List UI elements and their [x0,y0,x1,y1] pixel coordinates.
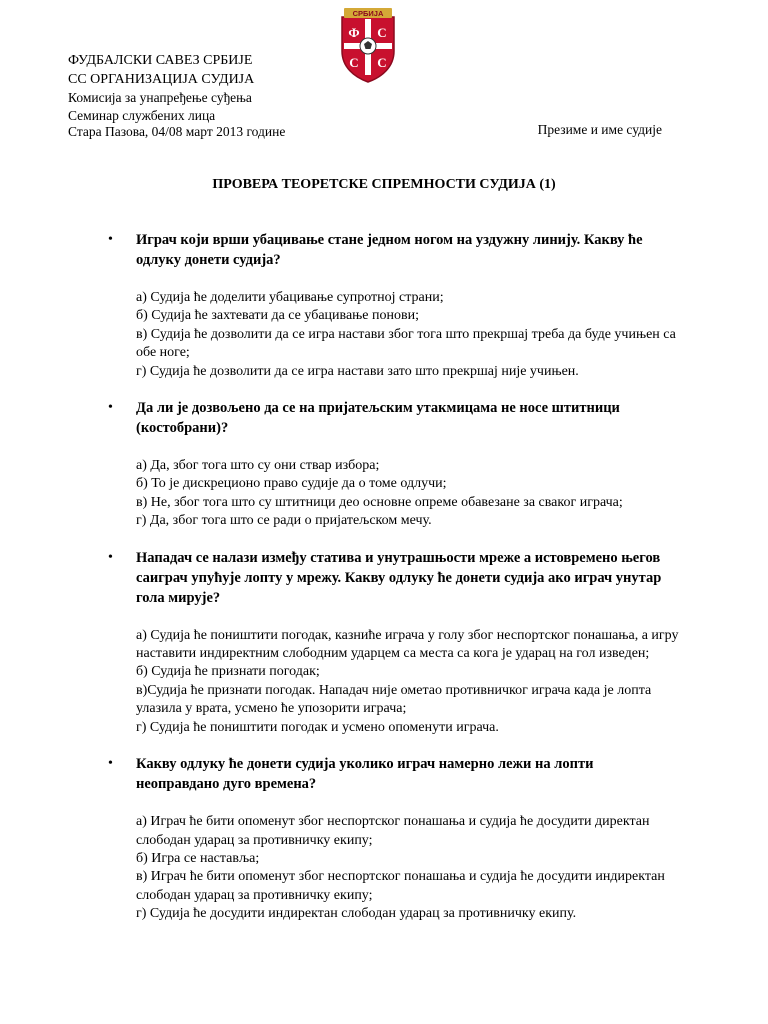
answer-option: в) Судија ће дозволити да се игра настави због тога што прекршај треба да буде учињен са обе ноге; [136,326,676,361]
answer-option: б) То је дискреционо право судије да о томе одлучи; [136,476,447,492]
crest-banner-text: СРБИЈА [352,9,384,18]
answer-option: а) Судија ће доделити убацивање супротној страни; [136,290,444,305]
federation-crest-logo [338,7,398,83]
answer-list [136,627,680,737]
referee-name-label: Презиме и име судије [537,122,662,137]
answer-option: в)Судија ће признати погодак. Нападач није ометао противничког играча када је лопта улазила у врата, усмено ће упозорити играча; [136,682,652,717]
answer-option: а) Играч ће бити опоменут због неспортског понашања и судија ће досудити директан слободан ударац за противничку екипу; [136,814,650,848]
answer-list [136,289,680,381]
answer-option: б) Судија ће признати погодак; [136,664,320,680]
answer-option: г) Судија ће досудити индиректан слободан ударац за противничку екипу. [136,906,577,922]
crest-letter-br: С [377,55,387,70]
bullet-icon: • [108,400,113,416]
answer-option: а) Судија ће поништити погодак, казниће играча у голу због неспортског понашања, а игру наставити индиректним слободним ударцем са места са кога је ударац на гол изведен; [136,627,679,662]
answer-option: г) Судија ће дозволити да се игра настави зато што прекршај није учињен. [136,363,579,379]
organization-name: СС ОРГАНИЗАЦИЈА СУДИЈА [68,72,255,87]
crest-letter-bl: С [349,55,359,70]
question-item [108,398,680,531]
question-text: Нападач се налази између статива и унутрашњости мреже а истовремено његов саиграч упућује лопту у мрежу. Какву одлуку ће донети судија ако играч унутар гола мирује? [136,549,662,606]
answer-option: а) Да, због тога што су они ствар избора; [136,458,380,474]
commission-name: Комисија за унапређење суђења [68,90,252,105]
crest-letter-tr: С [377,25,387,40]
answer-option: г) Судија ће поништити погодак и усмено опоменути играча. [136,719,499,735]
answer-option: б) Судија ће захтевати да се убацивање понови; [136,308,419,324]
answer-option: в) Не, због тога што су штитници део основне опреме обавезане за сваког играча; [136,494,623,510]
answer-list [136,457,680,531]
bullet-icon: • [108,756,113,772]
federation-name: ФУДБАЛСКИ САВЕЗ СРБИЈЕ [68,53,253,68]
question-item [108,230,680,381]
question-list [108,230,680,924]
answer-option: в) Играч ће бити опоменут због неспортског понашања и судија ће досудити индиректан слободан ударац за противничку екипу; [136,869,665,903]
question-text: Да ли је дозвољено да се на пријатељским утакмицама не носе штитници (костобрани)? [136,400,620,437]
bullet-icon: • [108,232,113,247]
crest-letter-tl: Ф [348,25,360,40]
place-date: Стара Пазова, 04/08 март 2013 године [68,124,286,139]
question-text: Какву одлуку ће донети судија уколико играч намерно лежи на лопти неоправдано дуго времена? [136,756,594,793]
answer-option: б) Игра се наставља; [136,850,260,866]
seminar-name: Семинар службених лица [68,108,216,123]
question-item [108,548,680,737]
answer-option: г) Да, због тога што се ради о пријатељском мечу. [136,513,432,529]
question-item [108,754,680,923]
answer-list [136,813,680,923]
document-title: ПРОВЕРА ТЕОРЕТСКЕ СПРЕМНОСТИ СУДИЈА (1) [212,177,556,192]
bullet-icon: • [108,549,113,565]
question-text: Играч који врши убацивање стане једном ногом на уздужну линију. Какву ће одлуку донети судија? [136,232,643,268]
